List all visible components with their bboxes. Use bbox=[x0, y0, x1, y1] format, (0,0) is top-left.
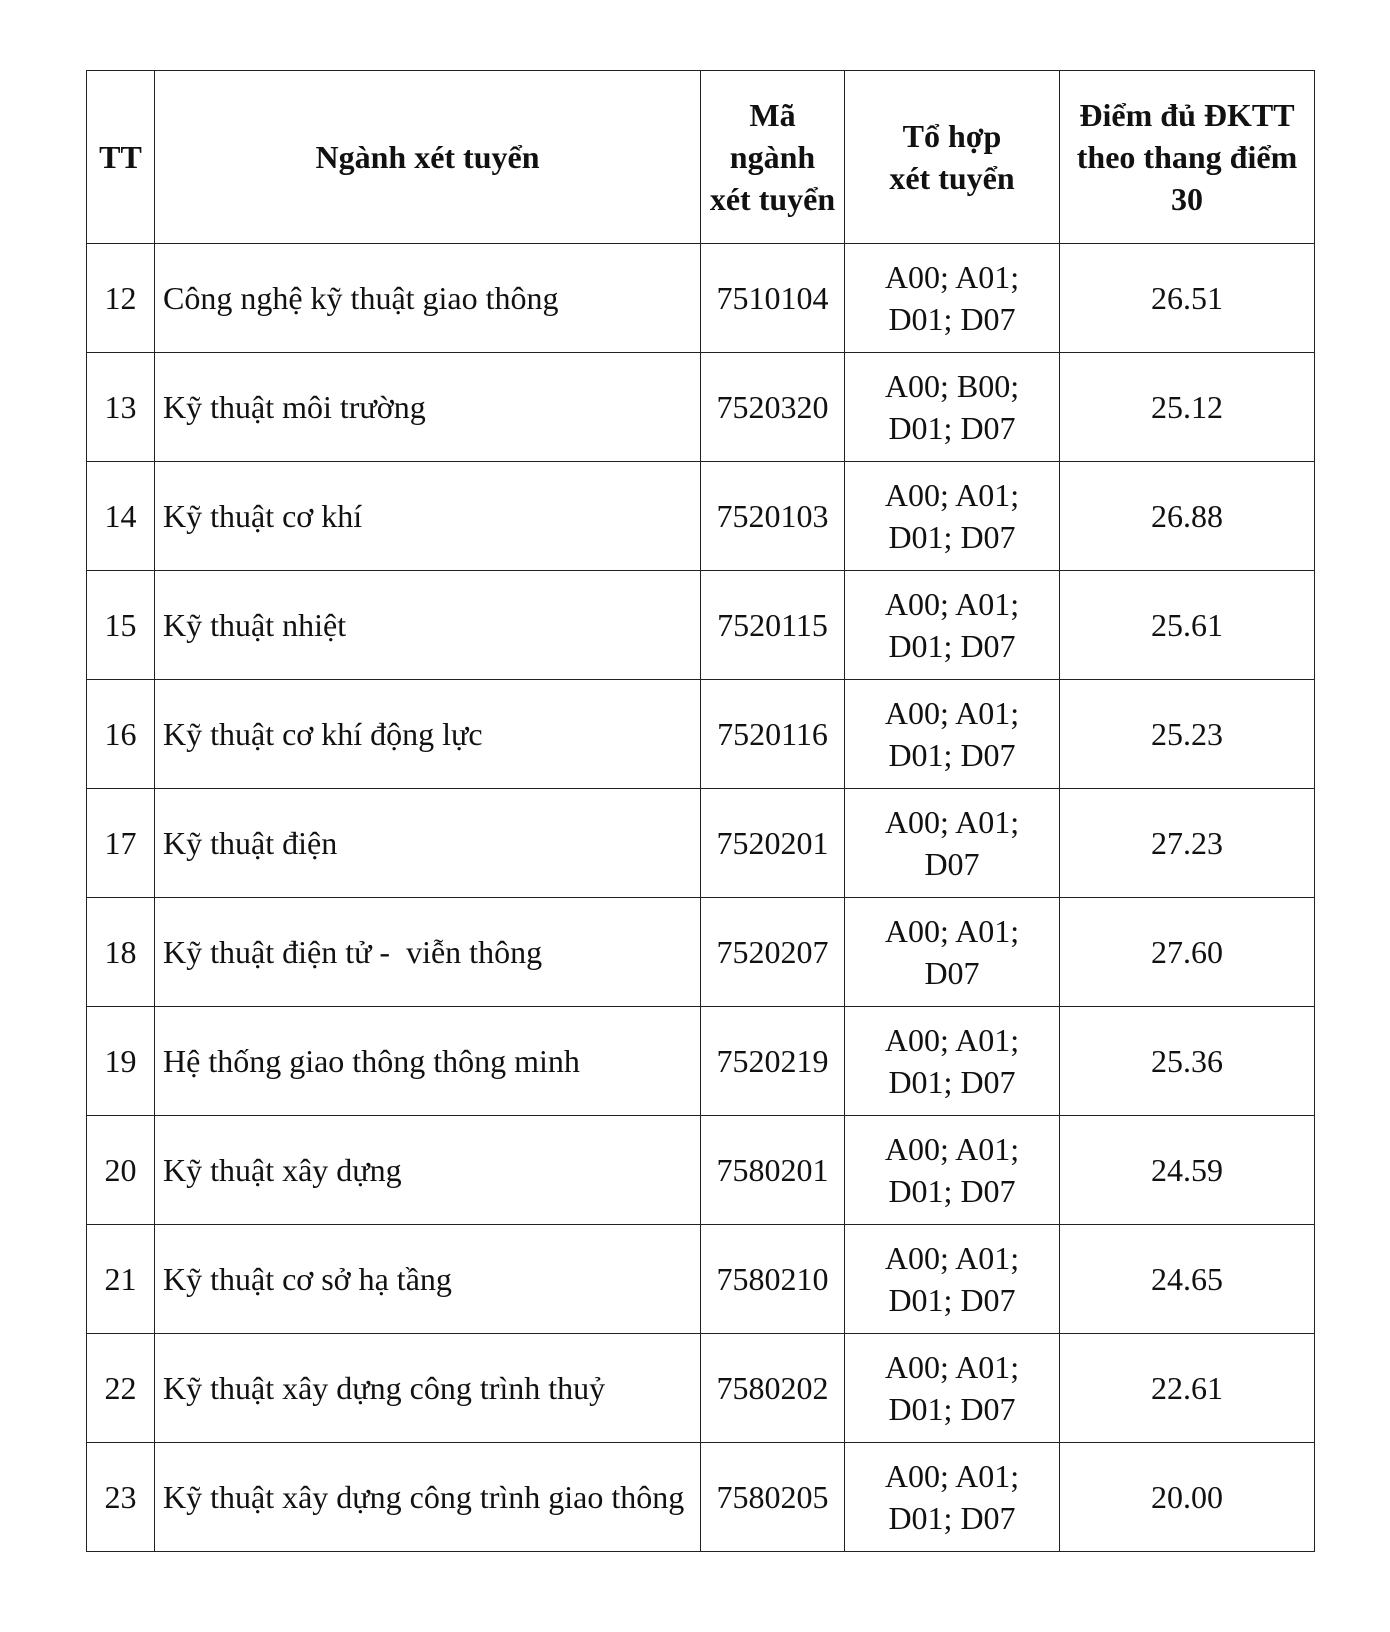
cell-tt: 22 bbox=[87, 1334, 155, 1443]
cell-major: Kỹ thuật nhiệt bbox=[155, 571, 701, 680]
combo-line: D07 bbox=[924, 846, 980, 882]
cell-tt: 15 bbox=[87, 571, 155, 680]
combo-line: A00; A01; bbox=[884, 477, 1020, 513]
header-combo-line: Tổ hợp bbox=[902, 118, 1002, 154]
cell-tt: 21 bbox=[87, 1225, 155, 1334]
cell-code: 7510104 bbox=[701, 244, 845, 353]
cell-code: 7520320 bbox=[701, 353, 845, 462]
table-row bbox=[87, 898, 1315, 1007]
combo-line: D01; D07 bbox=[888, 1173, 1016, 1209]
cell-combo bbox=[845, 1443, 1060, 1552]
header-tt: TT bbox=[87, 71, 155, 244]
cell-code: 7580201 bbox=[701, 1116, 845, 1225]
combo-line: D01; D07 bbox=[888, 1500, 1016, 1536]
combo-line: D01; D07 bbox=[888, 1391, 1016, 1427]
table-row bbox=[87, 789, 1315, 898]
table-row bbox=[87, 244, 1315, 353]
cell-score: 25.61 bbox=[1060, 571, 1315, 680]
cell-combo bbox=[845, 244, 1060, 353]
cell-score: 27.60 bbox=[1060, 898, 1315, 1007]
table-row bbox=[87, 1116, 1315, 1225]
table-row bbox=[87, 680, 1315, 789]
cell-tt: 14 bbox=[87, 462, 155, 571]
cell-code: 7520207 bbox=[701, 898, 845, 1007]
cell-combo bbox=[845, 571, 1060, 680]
table-row bbox=[87, 353, 1315, 462]
combo-line: A00; A01; bbox=[884, 1022, 1020, 1058]
cell-score: 22.61 bbox=[1060, 1334, 1315, 1443]
combo-line: A00; A01; bbox=[884, 1131, 1020, 1167]
cell-combo bbox=[845, 462, 1060, 571]
cell-combo bbox=[845, 789, 1060, 898]
cell-tt: 16 bbox=[87, 680, 155, 789]
header-score-line: Điểm đủ ĐKTT bbox=[1079, 97, 1295, 133]
table-body bbox=[87, 244, 1315, 1552]
cell-major: Kỹ thuật cơ sở hạ tầng bbox=[155, 1225, 701, 1334]
combo-line: A00; A01; bbox=[884, 695, 1020, 731]
combo-line: A00; A01; bbox=[884, 259, 1020, 295]
cell-combo bbox=[845, 680, 1060, 789]
combo-line: D01; D07 bbox=[888, 737, 1016, 773]
combo-line: D01; D07 bbox=[888, 410, 1016, 446]
cell-score: 24.65 bbox=[1060, 1225, 1315, 1334]
cell-combo bbox=[845, 1116, 1060, 1225]
cell-combo bbox=[845, 898, 1060, 1007]
cell-code: 7520116 bbox=[701, 680, 845, 789]
cell-major: Kỹ thuật xây dựng công trình thuỷ bbox=[155, 1334, 701, 1443]
cell-score: 27.23 bbox=[1060, 789, 1315, 898]
combo-line: D01; D07 bbox=[888, 301, 1016, 337]
header-score bbox=[1060, 71, 1315, 244]
cell-major: Kỹ thuật môi trường bbox=[155, 353, 701, 462]
combo-line: A00; A01; bbox=[884, 1349, 1020, 1385]
combo-line: D01; D07 bbox=[888, 519, 1016, 555]
cell-tt: 13 bbox=[87, 353, 155, 462]
combo-line: A00; A01; bbox=[884, 586, 1020, 622]
cell-tt: 19 bbox=[87, 1007, 155, 1116]
combo-line: D01; D07 bbox=[888, 1064, 1016, 1100]
cell-combo bbox=[845, 353, 1060, 462]
table-row bbox=[87, 1007, 1315, 1116]
admission-score-table bbox=[86, 70, 1315, 1552]
header-code bbox=[701, 71, 845, 244]
combo-line: A00; B00; bbox=[884, 368, 1020, 404]
cell-code: 7580210 bbox=[701, 1225, 845, 1334]
header-code-line: xét tuyển bbox=[709, 181, 836, 217]
combo-line: A00; A01; bbox=[884, 804, 1020, 840]
cell-code: 7520103 bbox=[701, 462, 845, 571]
header-combo-line: xét tuyển bbox=[889, 160, 1015, 196]
cell-score: 26.51 bbox=[1060, 244, 1315, 353]
table-row bbox=[87, 571, 1315, 680]
cell-major: Kỹ thuật cơ khí bbox=[155, 462, 701, 571]
cell-tt: 20 bbox=[87, 1116, 155, 1225]
combo-line: A00; A01; bbox=[884, 1240, 1020, 1276]
cell-code: 7520115 bbox=[701, 571, 845, 680]
cell-score: 25.12 bbox=[1060, 353, 1315, 462]
cell-major: Hệ thống giao thông thông minh bbox=[155, 1007, 701, 1116]
header-major: Ngành xét tuyển bbox=[155, 71, 701, 244]
header-code-line: ngành bbox=[729, 139, 816, 175]
cell-score: 25.36 bbox=[1060, 1007, 1315, 1116]
header-combo bbox=[845, 71, 1060, 244]
cell-major: Kỹ thuật điện tử - viễn thông bbox=[155, 898, 701, 1007]
table-row bbox=[87, 462, 1315, 571]
cell-combo bbox=[845, 1334, 1060, 1443]
cell-code: 7580205 bbox=[701, 1443, 845, 1552]
cell-score: 20.00 bbox=[1060, 1443, 1315, 1552]
cell-code: 7580202 bbox=[701, 1334, 845, 1443]
cell-major: Công nghệ kỹ thuật giao thông bbox=[155, 244, 701, 353]
combo-line: D01; D07 bbox=[888, 628, 1016, 664]
cell-tt: 18 bbox=[87, 898, 155, 1007]
cell-major: Kỹ thuật xây dựng công trình giao thông bbox=[155, 1443, 701, 1552]
cell-code: 7520201 bbox=[701, 789, 845, 898]
table-row bbox=[87, 1225, 1315, 1334]
cell-major: Kỹ thuật điện bbox=[155, 789, 701, 898]
combo-line: A00; A01; bbox=[884, 913, 1020, 949]
cell-tt: 12 bbox=[87, 244, 155, 353]
combo-line: D07 bbox=[924, 955, 980, 991]
cell-combo bbox=[845, 1007, 1060, 1116]
cell-tt: 23 bbox=[87, 1443, 155, 1552]
cell-major: Kỹ thuật cơ khí động lực bbox=[155, 680, 701, 789]
header-score-line: theo thang điểm bbox=[1076, 139, 1298, 175]
cell-tt: 17 bbox=[87, 789, 155, 898]
cell-code: 7520219 bbox=[701, 1007, 845, 1116]
combo-line: D01; D07 bbox=[888, 1282, 1016, 1318]
cell-score: 25.23 bbox=[1060, 680, 1315, 789]
header-row bbox=[87, 71, 1315, 244]
header-score-line: 30 bbox=[1171, 181, 1203, 217]
header-code-line: Mã bbox=[749, 97, 796, 133]
cell-major: Kỹ thuật xây dựng bbox=[155, 1116, 701, 1225]
cell-score: 24.59 bbox=[1060, 1116, 1315, 1225]
combo-line: A00; A01; bbox=[884, 1458, 1020, 1494]
table-row bbox=[87, 1443, 1315, 1552]
cell-score: 26.88 bbox=[1060, 462, 1315, 571]
table-row bbox=[87, 1334, 1315, 1443]
cell-combo bbox=[845, 1225, 1060, 1334]
